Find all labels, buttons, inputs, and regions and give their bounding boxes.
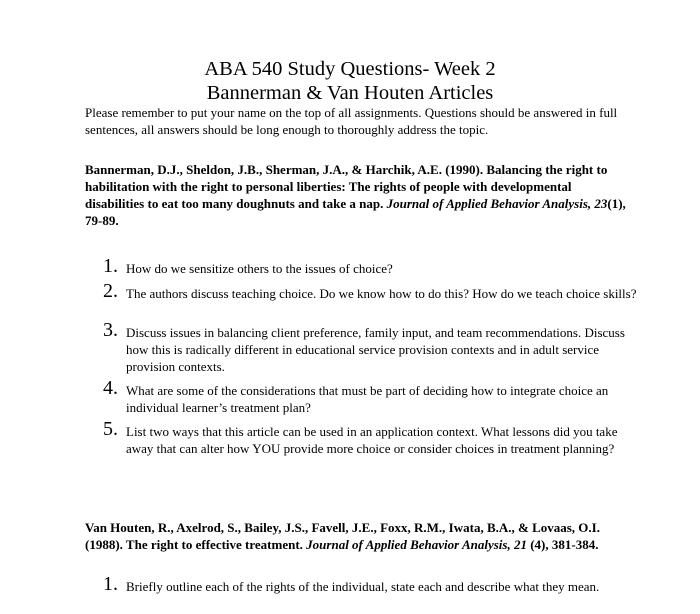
citation-journal: Journal of Applied Behavior Analysis, 23 (386, 196, 608, 211)
question-item (103, 319, 638, 375)
question-number: 1. (103, 255, 118, 277)
question-text: Discuss issues in balancing client preference, family input, and team recommendations. Discuss how this is radically different in educational service provision contexts and in adult service provision contexts. (126, 325, 625, 374)
citation-van-houten (85, 519, 630, 553)
page-title: ABA 540 Study Questions- Week 2 (204, 58, 496, 80)
question-text: The authors discuss teaching choice. Do we know how to do this? How do we teach choice skills? (126, 286, 637, 301)
question-item (103, 280, 638, 302)
citation-lead: Van Houten, R., Axelrod, S., Bailey, J.S., Favell, J.E., Foxx, R.M., Iwata, B.A., & Lovaas, O.I. (1988). The right to effective treatment. (85, 520, 600, 552)
citation-tail: (4), 381-384. (526, 537, 599, 552)
question-item (103, 573, 638, 595)
question-text: How do we sensitize others to the issues of choice? (126, 261, 393, 276)
instructions: Please remember to put your name on the top of all assignments. Questions should be answered in full sentences, all answers should be long enough to thoroughly address the topic. (85, 105, 618, 137)
citation-tail: (1), 79-89. (85, 196, 626, 228)
question-number: 2. (103, 280, 118, 302)
question-number: 3. (103, 319, 118, 341)
question-text: Briefly outline each of the rights of the individual, state each and describe what they mean. (126, 579, 600, 594)
citation-lead: Bannerman, D.J., Sheldon, J.B., Sherman, J.A., & Harchik, A.E. (1990). Balancing the right to habilitation with the right to personal liberties: The rights of people with developmental disabilities to eat too many doughnuts and take a nap. (85, 162, 608, 211)
citation-journal: Journal of Applied Behavior Analysis, 21 (306, 537, 527, 552)
question-item (103, 255, 638, 277)
question-text: What are some of the considerations that must be part of deciding how to integrate choice an individual learner’s treatment plan? (126, 383, 609, 415)
question-text: List two ways that this article can be used in an application context. What lessons did you take away that can alter how YOU provide more choice or consider choices in treatment planning? (126, 424, 618, 456)
page-subtitle: Bannerman & Van Houten Articles (206, 82, 494, 104)
question-number: 5. (103, 418, 118, 440)
citation-bannerman (85, 161, 630, 229)
question-number: 1. (103, 573, 118, 595)
question-item (103, 377, 638, 416)
question-number: 4. (103, 377, 118, 399)
question-item (103, 418, 638, 457)
